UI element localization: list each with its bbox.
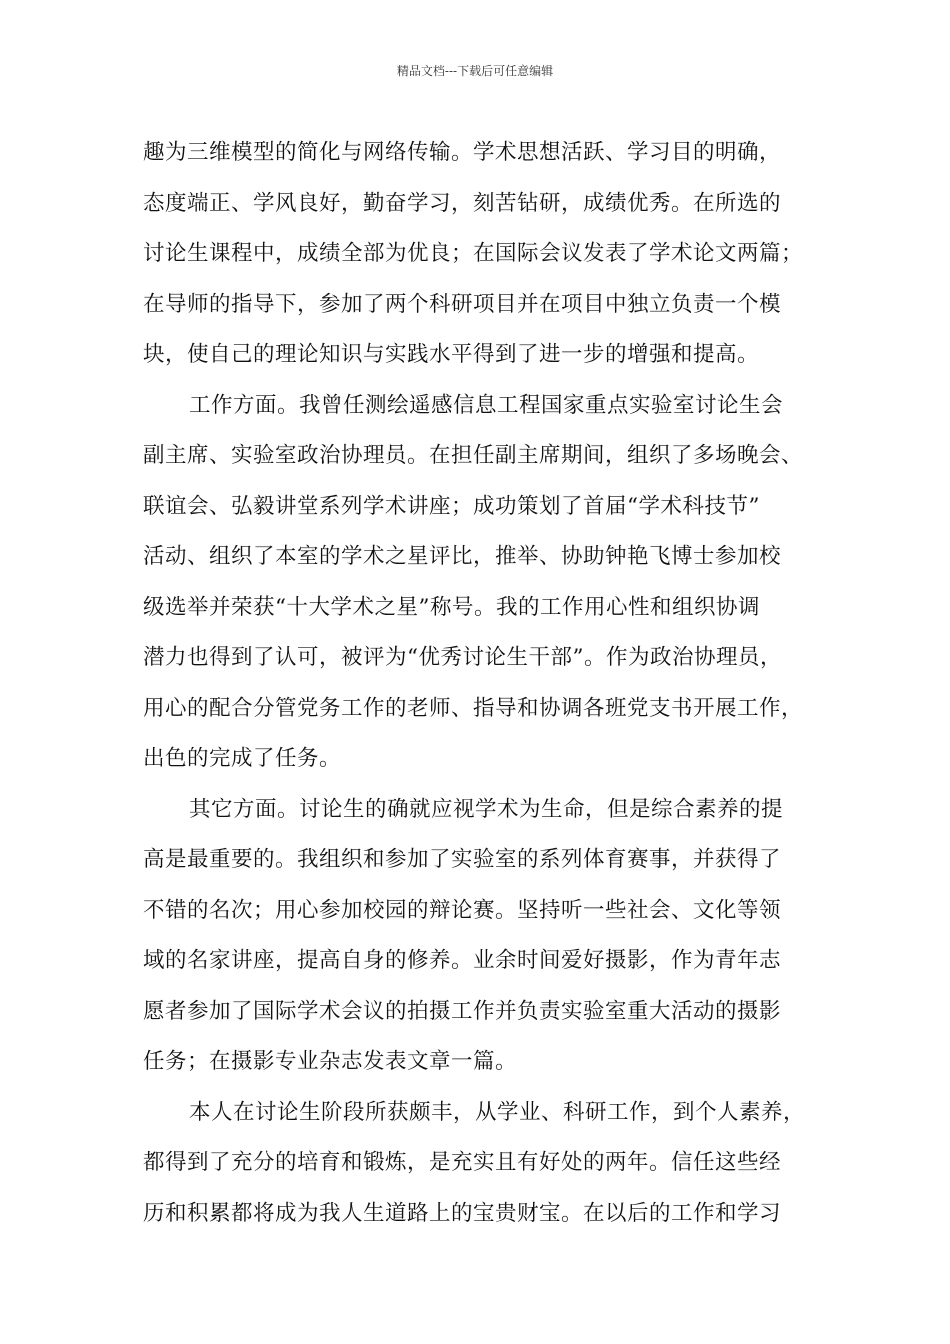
paragraph-start-line: 其它方面。讨论生的确就应视学术为生命，但是综合素养的提 xyxy=(189,796,784,822)
document-body xyxy=(143,128,833,1239)
text-line: 讨论生课程中，成绩全部为优良；在国际会议发表了学术论文两篇； xyxy=(143,241,804,266)
text-line: 用心的配合分管党务工作的老师、指导和协调各班党支书开展工作， xyxy=(143,695,804,721)
text-line: 活动、组织了本室的学术之星评比，推举、协助钟艳飞博士参加校 xyxy=(143,544,782,569)
text-line: 潜力也得到了认可，被评为“优秀讨论生干部”。作为政治协理员， xyxy=(143,645,782,670)
text-line: 出色的完成了任务。 xyxy=(143,746,342,771)
text-line: 域的名家讲座，提高自身的修养。业余时间爱好摄影，作为青年志 xyxy=(143,948,782,973)
text-line: 不错的名次；用心参加校园的辩论赛。坚持听一些社会、文化等领 xyxy=(143,897,782,923)
text-line: 态度端正、学风良好，勤奋学习，刻苦钻研，成绩优秀。在所选的 xyxy=(143,190,782,216)
text-line: 高是最重要的。我组织和参加了实验室的系列体育赛事，并获得了 xyxy=(143,847,782,872)
text-line: 块，使自己的理论知识与实践水平得到了进一步的增强和提高。 xyxy=(143,342,760,367)
text-line: 历和积累都将成为我人生道路上的宝贵财宝。在以后的工作和学习 xyxy=(143,1200,782,1226)
text-line: 联谊会、弘毅讲堂系列学术讲座；成功策划了首届“学术科技节” xyxy=(143,493,760,519)
text-line: 任务；在摄影专业杂志发表文章一篇。 xyxy=(143,1049,518,1074)
text-line: 趣为三维模型的简化与网络传输。学术思想活跃、学习目的明确， xyxy=(143,140,782,165)
paragraph-start-line: 工作方面。我曾任测绘遥感信息工程国家重点实验室讨论生会 xyxy=(189,392,784,418)
text-line: 愿者参加了国际学术会议的拍摄工作并负责实验室重大活动的摄影 xyxy=(143,998,782,1024)
text-line: 副主席、实验室政治协理员。在担任副主席期间，组织了多场晚会、 xyxy=(143,443,804,468)
text-line: 级选举并荣获“十大学术之星”称号。我的工作用心性和组织协调 xyxy=(143,594,760,620)
text-line: 都得到了充分的培育和锻炼，是充实且有好处的两年。信任这些经 xyxy=(143,1150,782,1175)
paragraph-start-line: 本人在讨论生阶段所获颇丰，从学业、科研工作，到个人素养， xyxy=(189,1099,806,1125)
text-line: 在导师的指导下，参加了两个科研项目并在项目中独立负责一个模 xyxy=(143,291,782,317)
page-header: 精品文档---下载后可任意编辑 xyxy=(396,64,554,78)
